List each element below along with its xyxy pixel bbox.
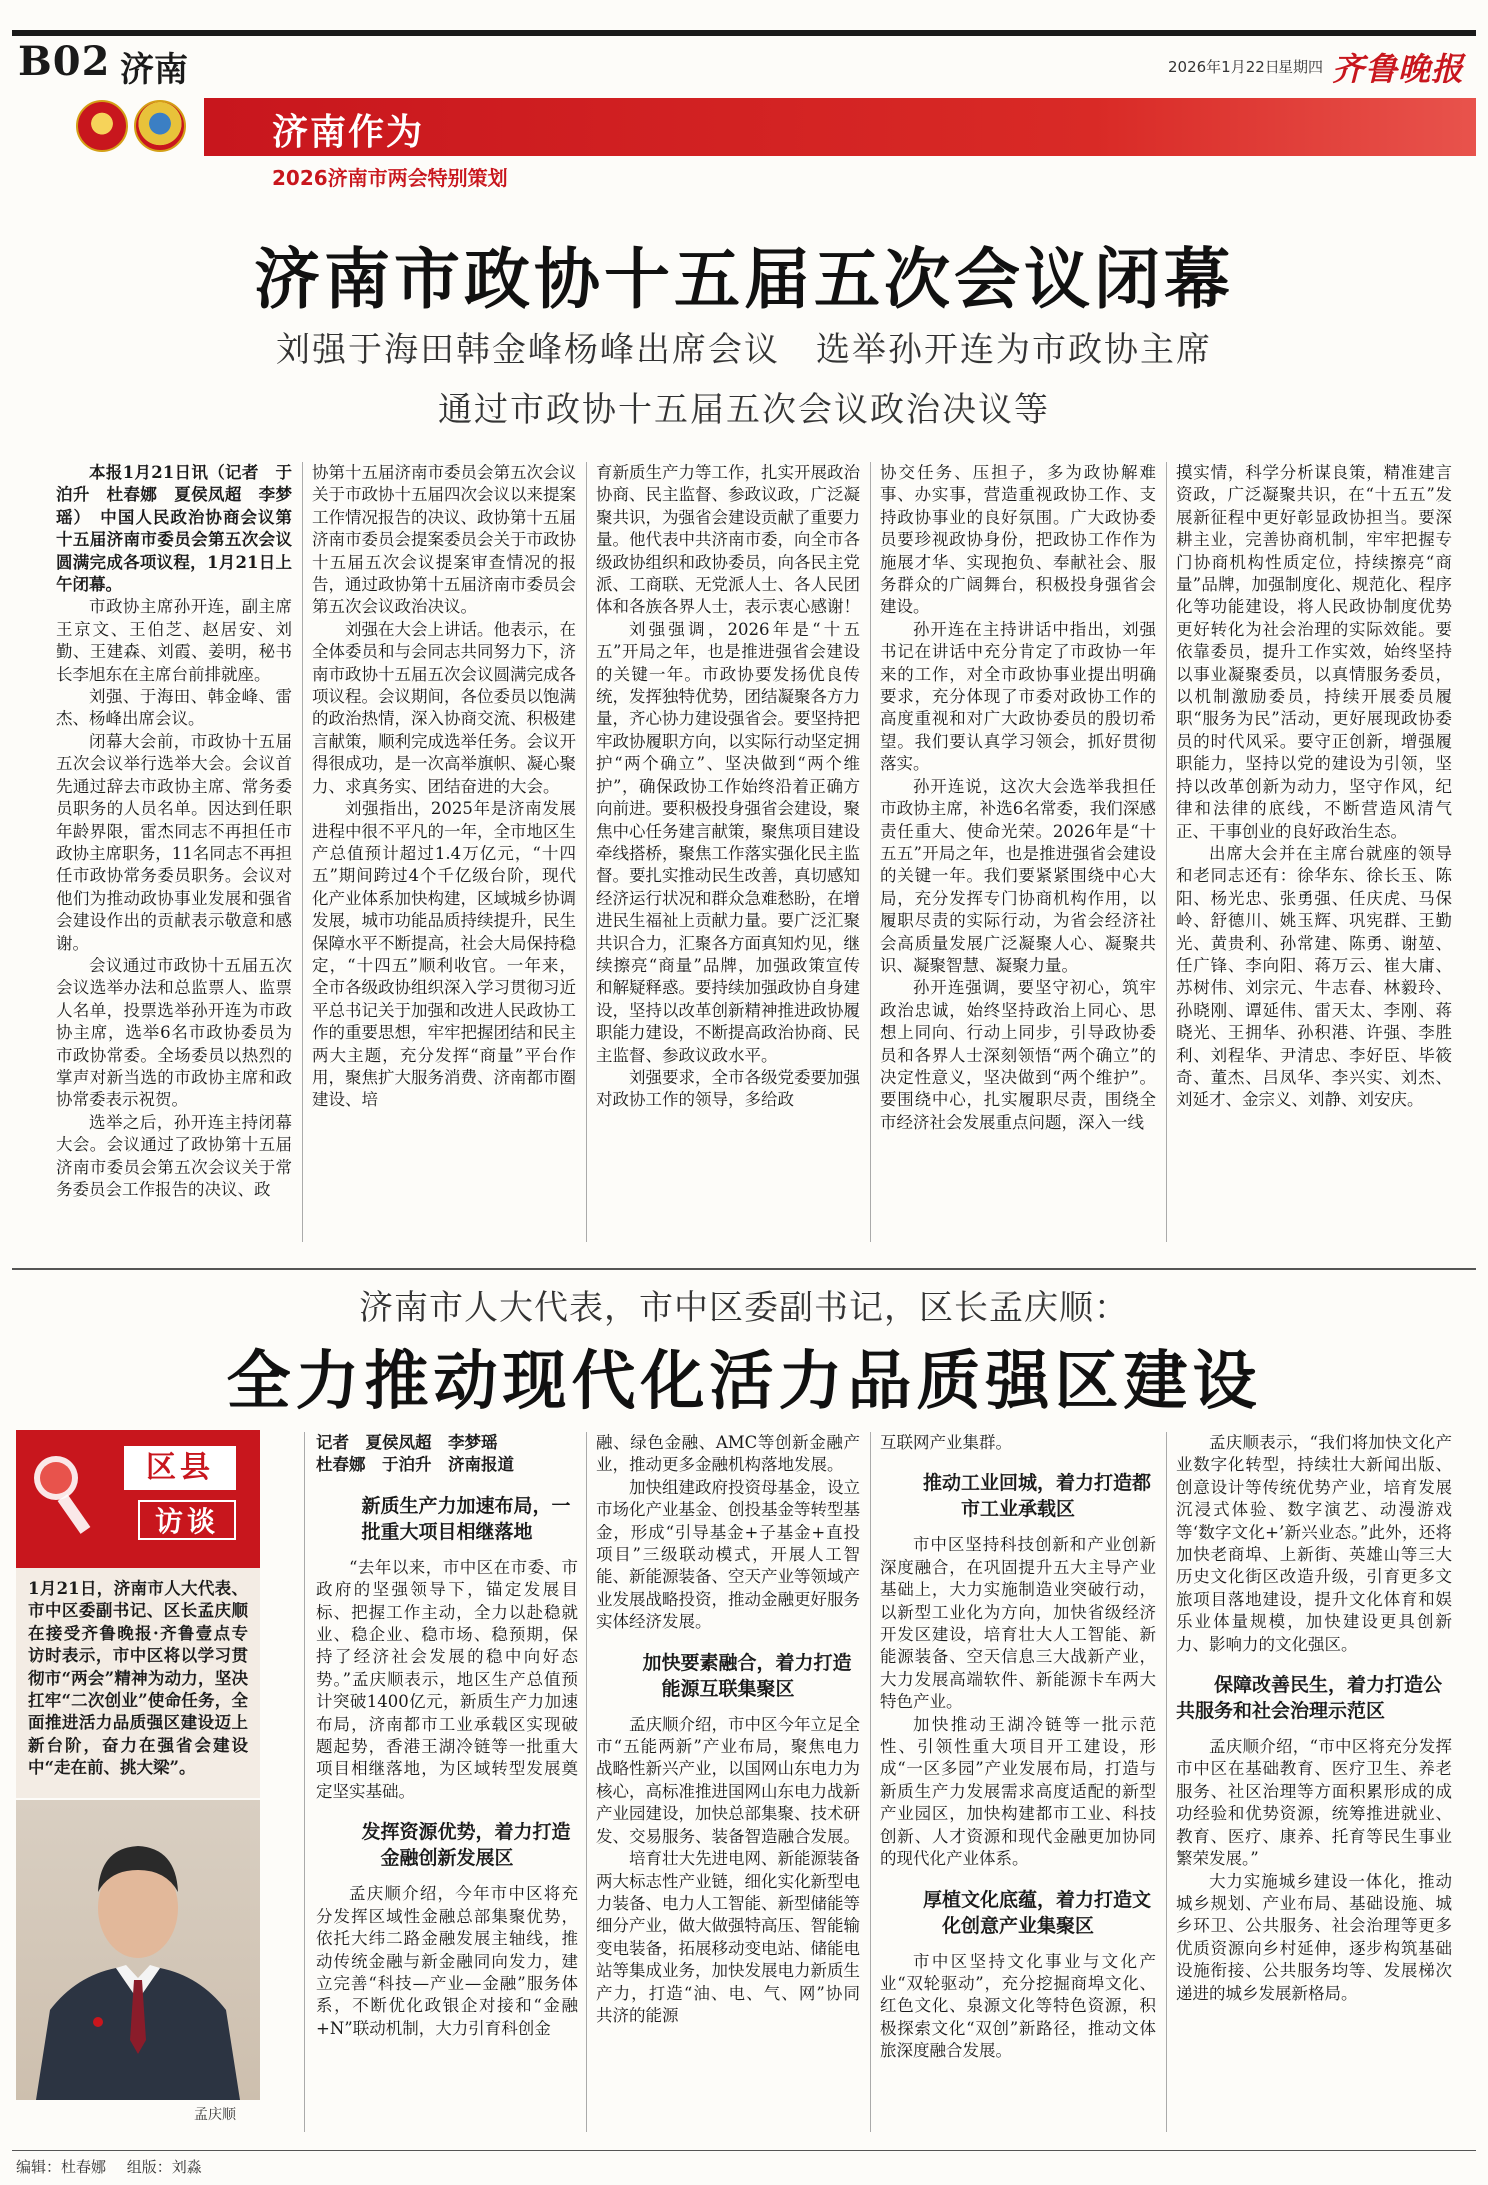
article2-subhead: 厚植文化底蕴，着力打造文化创意产业集聚区 — [922, 1888, 1151, 1937]
article1-subhead-2: 通过市政协十五届五次会议政治决议等 — [438, 390, 1050, 430]
article1-paragraph: 孙开连说，这次大会选举我担任市政协主席，补选6名常委，我们深感责任重大、使命光荣。2026年是“十五五”开局之年，也是推进强省会建设的关键一年。我们要紧紧围绕中心大局，充分发挥专门协商机构作用，以履职尽责的实际行动，为省会经济社会高质量发展广泛凝聚人心、凝聚共识、凝聚智慧、凝聚力量。 — [880, 776, 1156, 975]
layout-credit: 组版：刘淼 — [126, 2158, 202, 2176]
article1-paragraph: 会议通过市政协十五届五次会议选举办法和总监票人、监票人名单，投票选举孙开连为市政协主席，选举6名市政协委员为市政协常委。全场委员以热烈的掌声对新当选的市政协主席和政协常委表示祝贺。 — [56, 955, 292, 1110]
article1-paragraph: 协第十五届济南市委员会第五次会议关于市政协十五届四次会议以来提案工作情况报告的决议、政协第十五届济南市委员会提案委员会关于市政协十五届五次会议提案审查情况的报告，通过政协第十五届济南市委员会第五次会议政治决议。 — [312, 463, 576, 617]
article2-column-3 — [880, 1432, 1156, 2132]
article2-paragraph: 孟庆顺介绍，市中区今年立足全市“五能两新”产业布局，聚焦电力战略性新兴产业，以国网山东电力为核心，高标准推进国网山东电力战新产业园建设，加快总部集聚、技术研发、交易服务、装备智造融合发展。 — [596, 1714, 860, 1846]
article2-byline: 杜春娜 于泊升 济南报道 — [316, 1455, 514, 1475]
article1-paragraph: 孙开连强调，要坚守初心，筑牢政治忠诚，始终坚持政治上同心、思想上同向、行动上同步，引导政协委员和各界人士深刻领悟“两个确立”的决定性意义，坚决做到“两个维护”。要围绕中心，扎实履职尽责，围绕全市经济社会发展重点问题，深入一线 — [880, 978, 1156, 1132]
column-divider — [1166, 1432, 1167, 2132]
column-divider — [1166, 462, 1167, 1242]
microphone-icon — [24, 1446, 114, 1546]
article2-byline: 记者 夏侯凤超 李梦瑶 — [316, 1433, 498, 1452]
page-code: B02 — [18, 38, 111, 85]
article1-paragraph: 市政协主席孙开连，副主席王京文、王伯芝、赵居安、刘勤、王建森、刘霞、姜明，秘书长李旭东在主席台前排就座。 — [56, 597, 292, 684]
article2-column-4 — [1176, 1432, 1452, 2132]
article1-paragraph: 刘强、于海田、韩金峰、雷杰、杨峰出席会议。 — [56, 687, 292, 729]
article2-paragraph: 加快推动王湖冷链等一批示范性、引领性重大项目开工建设，形成“一区多园”产业发展布局，打造与新质生产力发展需求高度适配的新型产业园区，加快构建都市工业、科技创新、人才资源和现代金融更加协同的现代化产业体系。 — [880, 1714, 1156, 1869]
cppcc-emblem-icon — [134, 100, 186, 152]
portrait-photo — [16, 1800, 260, 2100]
article2-subhead: 推动工业回城，着力打造都市工业承载区 — [922, 1472, 1151, 1521]
article1-paragraph: 协交任务、压担子，多为政协解难事、办实事，营造重视政协工作、支持政协事业的良好氛围。广大政协委员要珍视政协身份，把政协工作作为施展才华、实现抱负、奉献社会、服务群众的广阔舞台，积极投身强省会建设。 — [880, 463, 1156, 617]
article2-paragraph: 融、绿色金融、AMC等创新金融产业，推动更多金融机构落地发展。 — [596, 1433, 860, 1475]
article1-paragraph: 育新质生产力等工作，扎实开展政治协商、民主监督、参政议政，广泛凝聚共识，为强省会建设贡献了重要力量。他代表中共济南市委，向全市各级政协组织和政协委员，向各民主党派、工商联、无党派人士、各人民团体和各族各界人士，表示衷心感谢！ — [596, 463, 860, 617]
issue-weekday: 星期四 — [1278, 58, 1324, 76]
article2-paragraph: 加快组建政府投资母基金，设立市场化产业基金、创投基金等转型基金，形成“引导基金+子基金+直投项目”三级联动模式，开展人工智能、新能源装备、空天产业等领域产业发展战略投资，推动金融更好服务实体经济发展。 — [596, 1477, 860, 1632]
article2-paragraph: 市中区坚持文化事业与文化产业“双轮驱动”，充分挖掘商埠文化、红色文化、泉源文化等特色资源，积极探索文化“双创”新路径，推动文体旅深度融合发展。 — [880, 1951, 1156, 2061]
column-divider — [304, 1432, 305, 2132]
article1-paragraph: 刘强指出，2025年是济南发展进程中很不平凡的一年，全市地区生产总值预计超过1.4万亿元，“十四五”期间跨过4个千亿级台阶，现代化产业体系加快构建，区域城乡协调发展，城市功能品质持续提升，民生保障水平不断提高，社会大局保持稳定，“十四五”顺利收官。一年来，全市各级政协组织深入学习贯彻习近平总书记关于加强和改进人民政协工作的重要思想，牢牢把握团结和民主两大主题，充分发挥“商量”平台作用，聚焦扩大服务消费、济南都市圈建设、培 — [312, 799, 576, 1110]
portrait-illustration — [16, 1800, 260, 2100]
article1-column-2 — [312, 462, 576, 1242]
footer-rule — [12, 2150, 1476, 2151]
photo-caption: 孟庆顺 — [194, 2107, 236, 2123]
article1-headline: 济南市政协十五届五次会议闭幕 — [254, 240, 1234, 318]
article1-paragraph: 刘强在大会上讲话。他表示，在全体委员和与会同志共同努力下，济南市政协十五届五次会议圆满完成各项议程。会议期间，各位委员以饱满的政治热情，深入协商交流、积极建言献策，顺利完成选举任务。会议开得很成功，是一次高举旗帜、凝心聚力、求真务实、团结奋进的大会。 — [312, 619, 576, 796]
article2-paragraph: 孟庆顺介绍，今年市中区将充分发挥区域性金融总部集聚优势，依托大纬二路金融发展主轴线，推动传统金融与新金融同向发力，建立完善“科技—产业—金融”服务体系，不断优化政银企对接和“金融+N”联动机制，大力引育科创金 — [316, 1884, 578, 2038]
issue-date: 2026年1月22日 — [1168, 58, 1280, 76]
article2-column-2 — [596, 1432, 860, 2132]
article1-column-5 — [1176, 462, 1452, 1242]
article1-paragraph: 出席大会并在主席台就座的领导和老同志还有：徐华东、徐长玉、陈阳、杨光忠、张勇强、任庆虎、马保岭、舒德川、姚玉辉、巩宪群、王勤光、黄贵利、孙常建、陈勇、谢堃、任广锋、李向阳、蒋万云、崔大庸、苏树伟、刘宗元、牛志春、林毅玲、孙晓刚、谭延伟、雷天太、李刚、蒋晓光、王拥华、孙积港、许强、李胜利、刘程华、尹清忠、李好臣、毕筱奇、董杰、吕凤华、李兴实、刘杰、刘延才、金宗义、刘静、刘安庆。 — [1176, 843, 1452, 1110]
article1-column-4 — [880, 462, 1156, 1242]
column-divider — [586, 1432, 587, 2132]
article1-paragraph: 摸实情，科学分析谋良策，精准建言资政，广泛凝聚共识，在“十五五”发展新征程中更好彰显政协担当。要深耕主业，完善协商机制，牢牢把握专门协商机构性质定位，持续擦亮“商量”品牌，加强制度化、规范化、程序化等功能建设，将人民政协制度优势更好转化为社会治理的实际效能。要依靠委员，提升工作实效，始终坚持以事业凝聚委员，以真情服务委员，以机制激励委员，持续开展委员履职“服务为民”活动，更好展现政协委员的时代风采。要守正创新，增强履职能力，坚持以党的建设为引领，坚持以改革创新为动力，坚守作风，纪律和法律的底线，不断营造风清气正、干事创业的良好政治生态。 — [1176, 463, 1452, 841]
newspaper-masthead: 齐鲁晚报 — [1332, 50, 1465, 88]
top-rule — [12, 30, 1476, 36]
article1-paragraph: 本报1月21日讯（记者 于泊升 杜春娜 夏侯凤超 李梦瑶） 中国人民政治协商会议第十五届济南市委员会第五次会议圆满完成各项议程，1月21日上午闭幕。 — [56, 463, 292, 595]
article1-column-3 — [596, 462, 860, 1242]
article2-subhead: 保障改善民生，着力打造公共服务和社会治理示范区 — [1176, 1674, 1443, 1723]
article2-subhead: 发挥资源优势，着力打造金融创新发展区 — [361, 1821, 571, 1870]
banner-title: 济南作为 — [272, 111, 425, 153]
article2-headline: 全力推动现代化活力品质强区建设 — [226, 1344, 1262, 1419]
article2-paragraph: 培育壮大先进电网、新能源装备两大标志性产业链，细化实化新型电力装备、电力人工智能、新型储能等细分产业，做大做强特高压、智能输变电装备，拓展移动变电站、储能电站等集成业务，加快发展电力新质生产力，打造“油、电、气、网”协同共济的能源 — [596, 1849, 860, 2025]
article2-paragraph: 互联网产业集群。 — [880, 1433, 1012, 1452]
page-section: 济南 — [120, 50, 188, 90]
page-footer — [16, 2156, 218, 2177]
section-divider — [12, 1268, 1476, 1270]
column-divider — [870, 1432, 871, 2132]
article2-paragraph: 孟庆顺表示，“我们将加快文化产业数字化转型，持续壮大新闻出版、创意设计等传统优势产业，培育发展沉浸式体验、数字演艺、动漫游戏等‘数字文化+’新兴业态。”此外，还将加快老商埠、上新街、英雄山等三大历史文化街区改造升级，引育更多文旅项目落地建设，提升文化体育和娱乐业体量规模，加快建设更具创新力、影响力的文化强区。 — [1176, 1433, 1452, 1654]
article2-kicker: 济南市人大代表，市中区委副书记，区长孟庆顺： — [359, 1288, 1129, 1328]
article1-paragraph: 刘强要求，全市各级党委要加强对政协工作的领导，多给政 — [596, 1067, 860, 1110]
national-emblem-icon — [76, 100, 128, 152]
column-divider — [586, 462, 587, 1242]
county-tag: 区县 — [124, 1446, 236, 1490]
article2-subhead: 新质生产力加速布局，一批重大项目相继落地 — [361, 1494, 571, 1543]
article2-lead: 1月21日，济南市人大代表、市中区委副书记、区长孟庆顺在接受齐鲁晚报·齐鲁壹点专访时表示，市中区将以学习贯彻市“两会”精神为动力，坚决扛牢“二次创业”使命任务，全面推进活力品质强区建设迈上新台阶，奋力在强省会建设中“走在前、挑大梁”。 — [16, 1568, 260, 1798]
banner-subtitle: 2026济南市两会特别策划 — [272, 166, 508, 190]
column-divider — [302, 462, 303, 1242]
article1-paragraph: 孙开连在主持讲话中指出，刘强书记在讲话中充分肯定了市政协一年来的工作，对全市政协事业提出明确要求，充分体现了市委对政协工作的高度重视和对广大政协委员的殷切希望。我们要认真学习领会，抓好贯彻落实。 — [880, 619, 1156, 774]
article2-subhead: 加快要素融合，着力打造能源互联集聚区 — [642, 1651, 852, 1700]
article1-subhead-1: 刘强于海田韩金峰杨峰出席会议 选举孙开连为市政协主席 — [276, 330, 1212, 370]
article2-paragraph: 大力实施城乡建设一体化，推动城乡规划、产业布局、基础设施、城乡环卫、公共服务、社会治理等更多优质资源向乡村延伸，逐步构筑基础设施衔接、公共服务均等、发展梯次递进的城乡发展新格局。 — [1176, 1871, 1452, 2003]
interview-tag: 访谈 — [138, 1500, 236, 1540]
article1-paragraph: 选举之后，孙开连主持闭幕大会。会议通过了政协第十五届济南市委员会第五次会议关于常务委员会工作报告的决议、政 — [56, 1112, 292, 1199]
article1-paragraph: 刘强强调，2026年是“十五五”开局之年，也是推进强省会建设的关键一年。市政协要发扬优良传统，发挥独特优势，团结凝聚各方力量，齐心协力建设强省会。要坚持把牢政协履职方向，以实际行动坚定拥护“两个确立”、坚决做到“两个维护”，确保政协工作始终沿着正确方向前进。要积极投身强省会建设，聚焦中心任务建言献策，聚焦项目建设牵线搭桥，聚焦工作落实强化民主监督。要扎实推动民生改善，真切感知经济运行状况和群众急难愁盼，在增进民生福祉上贡献力量。要广泛汇聚共识合力，汇聚各方面真知灼见，继续擦亮“商量”品牌，加强政策宣传和解疑释惑。要持续加强政协自身建设，坚持以改革创新精神推进政协履职能力建设，不断提高政治协商、民主监督、参政议政水平。 — [596, 619, 860, 1065]
article1-column-1 — [56, 462, 292, 1242]
article2-column-1 — [316, 1432, 578, 2132]
article2-paragraph: 孟庆顺介绍，“市中区将充分发挥市中区在基础教育、医疗卫生、养老服务、社区治理等方面积累形成的成功经验和优势资源，统筹推进就业、教育、医疗、康养、托育等民生事业繁荣发展。” — [1176, 1737, 1452, 1869]
editor-credit: 编辑：杜春娜 — [16, 2158, 107, 2176]
article2-paragraph: “去年以来，市中区在市委、市政府的坚强领导下，锚定发展目标、把握工作主动，全力以赴稳就业、稳企业、稳市场、稳预期，保持了经济社会发展的稳中向好态势。”孟庆顺表示，地区生产总值预计突破1400亿元，新质生产力加速布局，济南都市工业承载区实现破题起势，香港王湖冷链等一批重大项目相继落地，为区域转型发展奠定坚实基础。 — [316, 1557, 578, 1801]
article1-paragraph: 闭幕大会前，市政协十五届五次会议举行选举大会。会议首先通过辞去市政协主席、常务委员职务的人员名单。因达到任职年龄界限，雷杰同志不再担任市政协主席职务，11名同志不再担任市政协常务委员职务。会议对他们为推动政协事业发展和强省会建设作出的贡献表示敬意和感谢。 — [56, 731, 292, 953]
column-divider — [870, 462, 871, 1242]
article2-paragraph: 市中区坚持科技创新和产业创新深度融合，在巩固提升五大主导产业基础上，大力实施制造业突破行动，以新型工业化为方向，加快省级经济开发区建设，培育壮大人工智能、新能源装备、空天信息三大战新产业，大力发展高端软件、新能源卡车两大特色产业。 — [880, 1535, 1156, 1712]
